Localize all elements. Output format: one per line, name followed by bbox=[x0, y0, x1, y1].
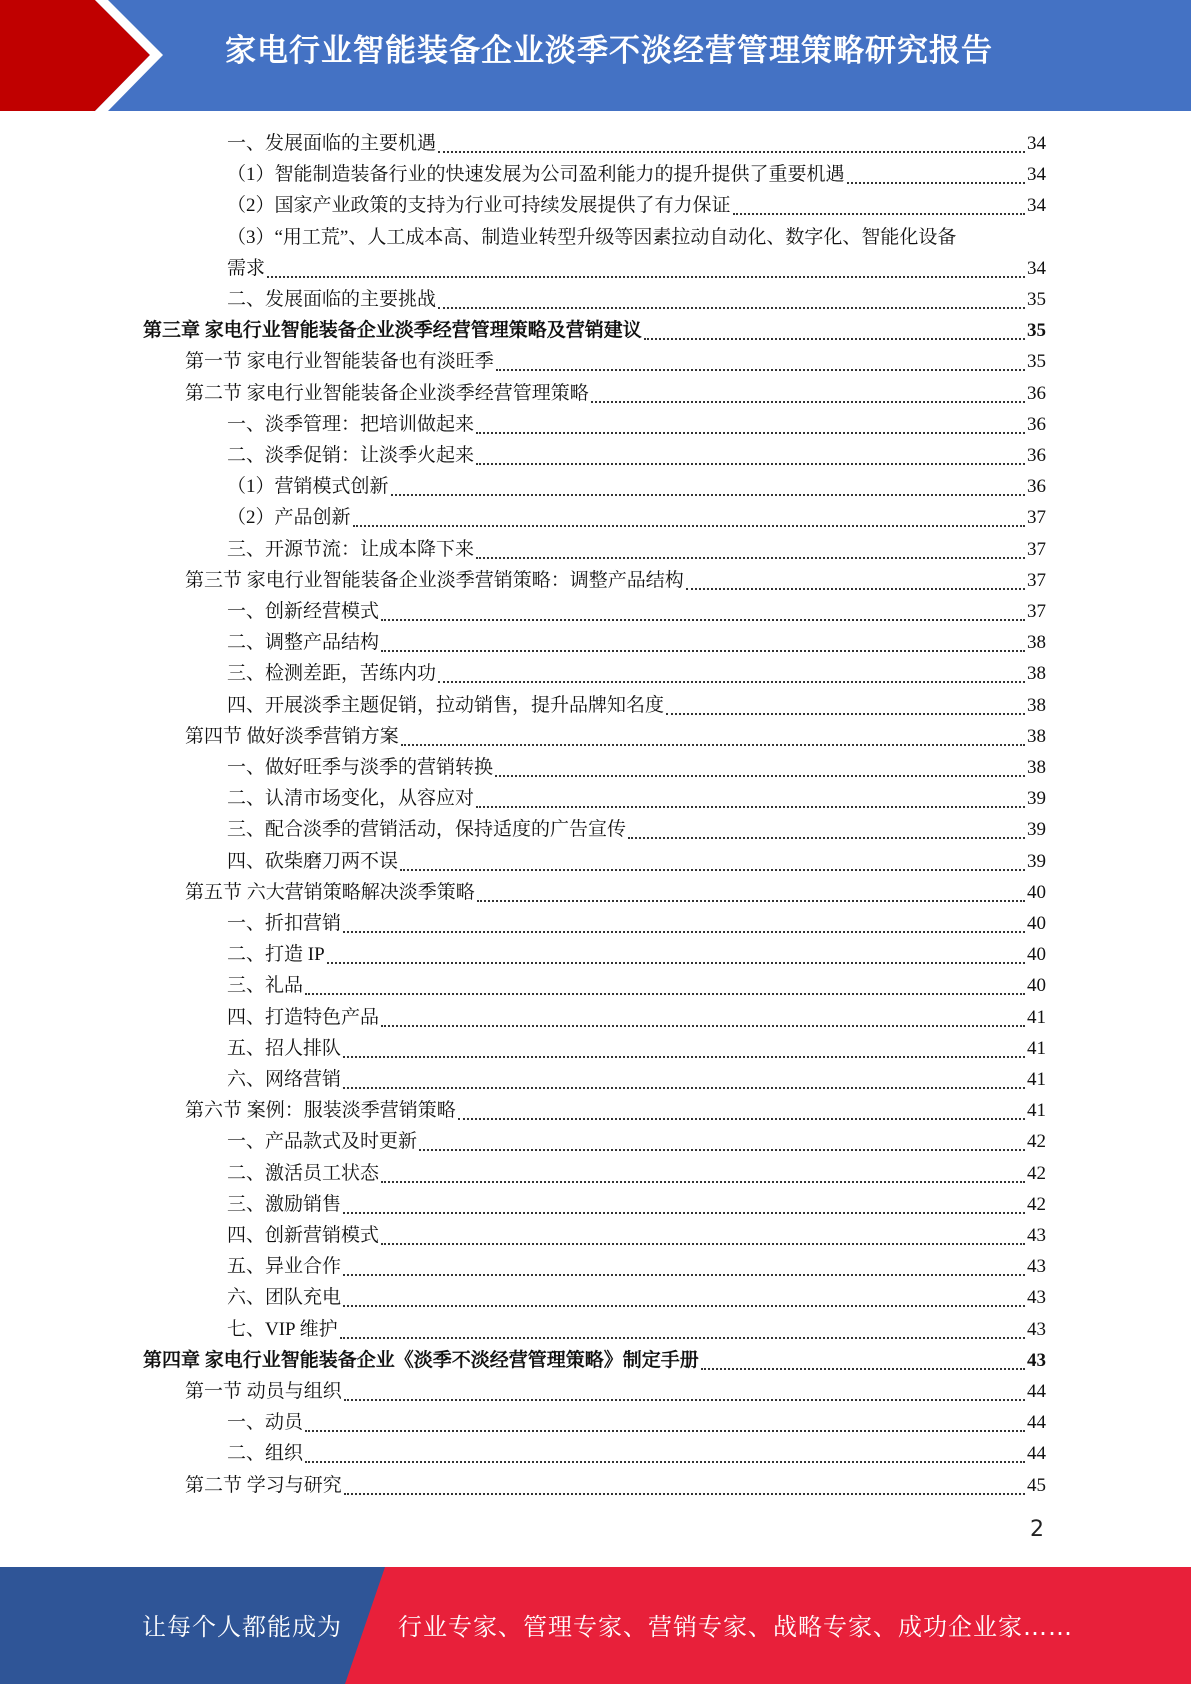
toc-page-number: 38 bbox=[1027, 757, 1046, 778]
toc-leader-dots bbox=[644, 337, 1025, 340]
toc-page-number: 37 bbox=[1027, 569, 1046, 591]
toc-page-number: 43 bbox=[1027, 1287, 1046, 1309]
toc-leader-dots bbox=[628, 836, 1025, 839]
toc-page-number: 43 bbox=[1027, 1256, 1046, 1278]
toc-entry-text: 二、调整产品结构 bbox=[227, 632, 380, 654]
toc-entry-text: 二、激活员工状态 bbox=[227, 1162, 380, 1184]
toc-page-number: 40 bbox=[1027, 975, 1046, 997]
toc-leader-dots bbox=[438, 306, 1025, 309]
toc-entry-text: 需求 bbox=[227, 257, 266, 279]
toc-chapter[interactable] bbox=[143, 315, 1046, 346]
toc-leader-dots bbox=[381, 1242, 1025, 1245]
toc-page-number: 41 bbox=[1027, 1037, 1046, 1059]
toc-page-number: 44 bbox=[1027, 1443, 1046, 1465]
toc-leader-dots bbox=[340, 1336, 1025, 1339]
toc-entry-text: 一、折扣营销 bbox=[227, 913, 342, 934]
toc-page-number: 43 bbox=[1027, 1318, 1046, 1340]
toc-entry-text: 第二节 家电行业智能装备企业淡季经营管理策略 bbox=[185, 382, 589, 404]
toc-leader-dots bbox=[343, 1055, 1025, 1058]
toc-page-number: 42 bbox=[1027, 1162, 1046, 1184]
toc-page-number: 39 bbox=[1027, 850, 1046, 872]
toc-item[interactable] bbox=[227, 128, 1046, 159]
toc-page-number: 43 bbox=[1027, 1349, 1046, 1371]
toc-leader-dots bbox=[343, 1086, 1025, 1089]
toc-leader-dots bbox=[438, 150, 1025, 153]
toc-page-number: 34 bbox=[1027, 195, 1046, 217]
toc-item[interactable] bbox=[227, 1438, 1046, 1469]
toc-entry-text: 第一节 动员与组织 bbox=[185, 1381, 342, 1402]
toc-item[interactable] bbox=[227, 502, 1046, 533]
toc-leader-dots bbox=[496, 368, 1025, 371]
toc-leader-dots bbox=[391, 493, 1025, 496]
footer-slogan: 让每个人都能成为 bbox=[142, 1613, 342, 1641]
toc-leader-dots bbox=[476, 805, 1025, 808]
toc-item[interactable] bbox=[227, 284, 1046, 315]
toc-page-number: 42 bbox=[1027, 1193, 1046, 1215]
toc-page-number: 35 bbox=[1027, 289, 1046, 310]
toc-page-number: 37 bbox=[1027, 601, 1046, 622]
toc-item[interactable] bbox=[227, 253, 1046, 284]
toc-leader-dots bbox=[344, 1492, 1025, 1495]
toc-leader-dots bbox=[305, 992, 1025, 995]
footer-roles: 行业专家、管理专家、营销专家、战略专家、成功企业家…… bbox=[398, 1613, 1073, 1641]
toc-item[interactable] bbox=[227, 627, 1046, 658]
toc-item[interactable] bbox=[227, 1251, 1046, 1282]
toc-page-number: 34 bbox=[1027, 164, 1046, 186]
toc-item[interactable] bbox=[227, 1220, 1046, 1251]
toc-leader-dots bbox=[701, 1367, 1025, 1370]
toc-item[interactable] bbox=[227, 190, 1046, 221]
toc-leader-dots bbox=[666, 712, 1025, 715]
toc-entry-text: 六、团队充电 bbox=[227, 1287, 342, 1309]
toc-entry-text: 三、配合淡季的营销活动，保持适度的广告宣传 bbox=[227, 819, 627, 841]
toc-leader-dots bbox=[438, 680, 1025, 683]
toc-entry-text: 四、砍柴磨刀两不误 bbox=[227, 850, 399, 872]
toc-entry-text: 四、打造特色产品 bbox=[227, 1006, 380, 1028]
toc-page-number: 44 bbox=[1027, 1412, 1046, 1434]
toc-leader-dots bbox=[343, 1211, 1025, 1214]
toc-entry-text: 一、发展面临的主要机遇 bbox=[227, 133, 437, 154]
toc-page-number: 39 bbox=[1027, 819, 1046, 841]
toc-section[interactable] bbox=[185, 1470, 1046, 1501]
toc-item[interactable] bbox=[227, 409, 1046, 440]
toc-entry-text: 三、检测差距，苦练内功 bbox=[227, 663, 437, 685]
toc-leader-dots bbox=[343, 1304, 1025, 1307]
toc-item[interactable] bbox=[227, 440, 1046, 471]
toc-entry-text: 第四节 做好淡季营销方案 bbox=[185, 725, 399, 747]
toc-page-number: 43 bbox=[1027, 1225, 1046, 1246]
toc-leader-dots bbox=[847, 181, 1025, 184]
toc-item[interactable] bbox=[227, 1002, 1046, 1033]
toc-section[interactable] bbox=[185, 1376, 1046, 1407]
toc-entry-text: 一、做好旺季与淡季的营销转换 bbox=[227, 757, 494, 778]
toc-entry-text: 三、礼品 bbox=[227, 975, 304, 997]
toc-leader-dots bbox=[400, 868, 1025, 871]
toc-leader-dots bbox=[381, 1180, 1025, 1183]
toc-leader-dots bbox=[476, 462, 1025, 465]
toc-section[interactable] bbox=[185, 877, 1046, 908]
toc-page-number: 40 bbox=[1027, 913, 1046, 934]
toc-entry-text: 四、创新营销模式 bbox=[227, 1225, 380, 1246]
toc-page-number: 41 bbox=[1027, 1100, 1046, 1122]
toc-page-number: 34 bbox=[1027, 133, 1046, 154]
toc-page-number: 38 bbox=[1027, 663, 1046, 685]
toc-leader-dots bbox=[353, 524, 1025, 527]
toc-page-number: 36 bbox=[1027, 413, 1046, 435]
toc-leader-dots bbox=[419, 1148, 1025, 1151]
toc-item[interactable] bbox=[227, 534, 1046, 565]
toc-entry-text: 第三节 家电行业智能装备企业淡季营销策略：调整产品结构 bbox=[185, 569, 684, 591]
toc-entry-text: 三、开源节流：让成本降下来 bbox=[227, 538, 475, 560]
toc-leader-dots bbox=[733, 212, 1025, 215]
toc-item[interactable] bbox=[227, 752, 1046, 783]
toc-item[interactable] bbox=[227, 1282, 1046, 1313]
toc-item[interactable] bbox=[227, 939, 1046, 970]
toc-leader-dots bbox=[401, 743, 1025, 746]
toc-leader-dots bbox=[343, 1273, 1025, 1276]
toc-entry-text: 三、激励销售 bbox=[227, 1193, 342, 1215]
toc-entry-text: 第三章 家电行业智能装备企业淡季经营管理策略及营销建议 bbox=[143, 320, 642, 342]
toc-entry-text: （1）营销模式创新 bbox=[227, 476, 389, 498]
toc-entry-text: 一、淡季管理：把培训做起来 bbox=[227, 413, 475, 435]
toc-item[interactable] bbox=[227, 846, 1046, 877]
toc-entry-text: 四、开展淡季主题促销，拉动销售，提升品牌知名度 bbox=[227, 694, 665, 716]
toc-item[interactable] bbox=[227, 1314, 1046, 1345]
toc-leader-dots bbox=[305, 1429, 1025, 1432]
toc-entry-text: 二、发展面临的主要挑战 bbox=[227, 289, 437, 310]
document-title: 家电行业智能装备企业淡季不淡经营管理策略研究报告 bbox=[225, 33, 993, 69]
toc-entry-text: 七、VIP 维护 bbox=[227, 1318, 338, 1340]
toc-page-number: 35 bbox=[1027, 351, 1046, 373]
toc-item[interactable] bbox=[227, 1126, 1046, 1157]
toc-entry-text: 一、创新经营模式 bbox=[227, 601, 380, 622]
toc-page-number: 38 bbox=[1027, 632, 1046, 654]
toc-item[interactable] bbox=[227, 970, 1046, 1001]
toc-section[interactable] bbox=[185, 1095, 1046, 1126]
toc-page-number: 42 bbox=[1027, 1131, 1046, 1153]
toc-leader-dots bbox=[381, 1024, 1025, 1027]
toc-entry-text: 第六节 案例：服装淡季营销策略 bbox=[185, 1100, 456, 1122]
toc-page-number: 45 bbox=[1027, 1474, 1046, 1496]
toc-item[interactable] bbox=[227, 658, 1046, 689]
toc-entry-text: 二、淡季促销：让淡季火起来 bbox=[227, 445, 475, 466]
toc-leader-dots bbox=[305, 1460, 1025, 1463]
toc-item[interactable] bbox=[227, 908, 1046, 939]
toc-leader-dots bbox=[591, 400, 1025, 403]
toc-item[interactable] bbox=[227, 690, 1046, 721]
toc-page-number: 36 bbox=[1027, 476, 1046, 498]
toc-leader-dots bbox=[686, 587, 1025, 590]
toc-item[interactable] bbox=[227, 1033, 1046, 1064]
toc-leader-dots bbox=[495, 774, 1025, 777]
page-footer bbox=[0, 1567, 1191, 1684]
toc-leader-dots bbox=[327, 961, 1025, 964]
toc-entry-text: （1）智能制造装备行业的快速发展为公司盈利能力的提升提供了重要机遇 bbox=[227, 164, 845, 186]
toc-page-number: 40 bbox=[1027, 944, 1046, 966]
toc-section[interactable] bbox=[185, 346, 1046, 377]
toc-page-number: 37 bbox=[1027, 507, 1046, 529]
toc-section[interactable] bbox=[185, 378, 1046, 409]
toc-page-number: 34 bbox=[1027, 257, 1046, 279]
toc-item[interactable] bbox=[227, 1189, 1046, 1220]
toc-page-number: 36 bbox=[1027, 382, 1046, 404]
toc-entry-text: 五、异业合作 bbox=[227, 1256, 342, 1278]
toc-leader-dots bbox=[477, 899, 1025, 902]
toc-entry-text: 六、网络营销 bbox=[227, 1069, 342, 1090]
toc-entry-text: 二、组织 bbox=[227, 1443, 304, 1465]
toc-entry-text: （3）“用工荒”、人工成本高、制造业转型升级等因素拉动自动化、数字化、智能化设备 bbox=[227, 226, 957, 248]
page-number: 2 bbox=[1030, 1517, 1044, 1542]
toc-entry-text: （2）产品创新 bbox=[227, 507, 351, 529]
toc-page-number: 40 bbox=[1027, 881, 1046, 903]
toc-item[interactable] bbox=[227, 596, 1046, 627]
toc-entry-text: 一、产品款式及时更新 bbox=[227, 1131, 418, 1153]
toc-leader-dots bbox=[458, 1117, 1025, 1120]
toc-leader-dots bbox=[476, 556, 1025, 559]
toc-item[interactable] bbox=[227, 783, 1046, 814]
toc-page-number: 38 bbox=[1027, 725, 1046, 747]
toc-page-number: 39 bbox=[1027, 788, 1046, 810]
toc-leader-dots bbox=[267, 275, 1025, 278]
toc-entry-text: 一、动员 bbox=[227, 1412, 304, 1434]
toc-section[interactable] bbox=[185, 721, 1046, 752]
toc-leader-dots bbox=[381, 649, 1025, 652]
toc-entry-text: 第五节 六大营销策略解决淡季策略 bbox=[185, 881, 475, 903]
toc-entry-text: 第二节 学习与研究 bbox=[185, 1474, 342, 1496]
toc-entry-text: （2）国家产业政策的支持为行业可持续发展提供了有力保证 bbox=[227, 195, 731, 217]
toc-page-number: 38 bbox=[1027, 694, 1046, 716]
toc-leader-dots bbox=[476, 431, 1025, 434]
toc-page-number: 41 bbox=[1027, 1069, 1046, 1090]
toc-page-number: 41 bbox=[1027, 1006, 1046, 1028]
toc-entry-text: 五、招人排队 bbox=[227, 1037, 342, 1059]
page-header bbox=[0, 0, 1191, 111]
toc-item[interactable] bbox=[227, 1158, 1046, 1189]
toc-entry-text: 二、认清市场变化，从容应对 bbox=[227, 788, 475, 810]
toc-leader-dots bbox=[344, 1398, 1025, 1401]
toc-item[interactable] bbox=[227, 1407, 1046, 1438]
toc-page-number: 36 bbox=[1027, 445, 1046, 466]
toc-entry-text: 第四章 家电行业智能装备企业《淡季不淡经营管理策略》制定手册 bbox=[143, 1349, 699, 1371]
toc-leader-dots bbox=[381, 618, 1025, 621]
toc-entry-text: 二、打造 IP bbox=[227, 944, 325, 966]
toc-page-number: 35 bbox=[1027, 320, 1046, 342]
toc-item[interactable] bbox=[227, 471, 1046, 502]
toc-leader-dots bbox=[343, 930, 1025, 933]
toc-entry-text: 第一节 家电行业智能装备也有淡旺季 bbox=[185, 351, 494, 373]
toc-item[interactable] bbox=[227, 1064, 1046, 1095]
toc-section[interactable] bbox=[185, 565, 1046, 596]
toc-page-number: 44 bbox=[1027, 1381, 1046, 1402]
toc-chapter[interactable] bbox=[143, 1345, 1046, 1376]
toc-item[interactable] bbox=[227, 159, 1046, 190]
toc-item[interactable] bbox=[227, 814, 1046, 845]
toc-page-number: 37 bbox=[1027, 538, 1046, 560]
